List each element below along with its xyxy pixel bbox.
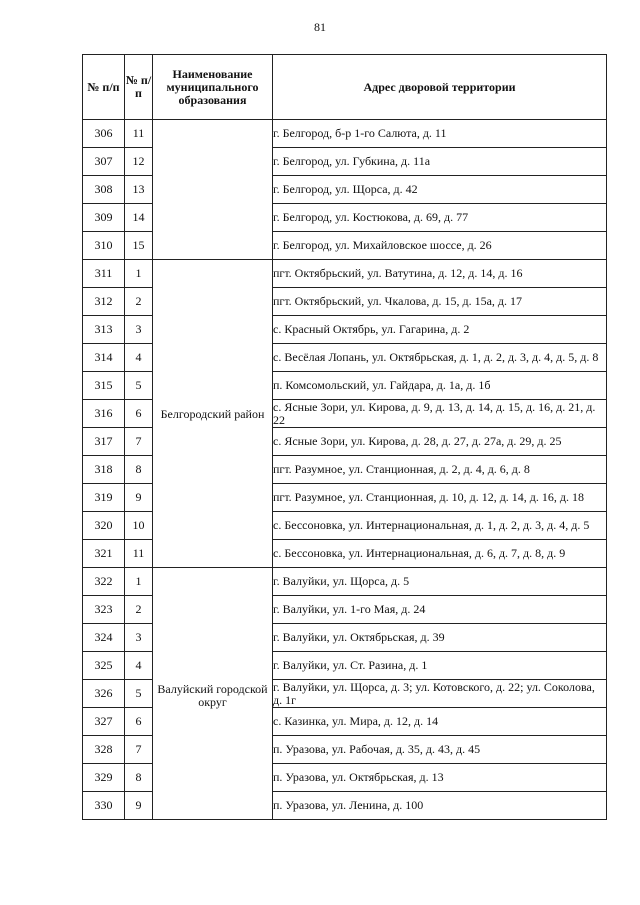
- row-local-number: 4: [125, 344, 153, 372]
- row-local-number: 8: [125, 764, 153, 792]
- table-row: [83, 120, 607, 148]
- row-address: г. Белгород, б-р 1-го Салюта, д. 11: [273, 120, 607, 148]
- row-address: с. Ясные Зори, ул. Кирова, д. 28, д. 27, д. 27а, д. 29, д. 25: [273, 428, 607, 456]
- row-overall-number: 329: [83, 764, 125, 792]
- table-body: [83, 120, 607, 820]
- row-address: с. Красный Октябрь, ул. Гагарина, д. 2: [273, 316, 607, 344]
- row-local-number: 11: [125, 120, 153, 148]
- row-overall-number: 315: [83, 372, 125, 400]
- row-address: г. Валуйки, ул. Октябрьская, д. 39: [273, 624, 607, 652]
- row-address: г. Валуйки, ул. 1-го Мая, д. 24: [273, 596, 607, 624]
- row-local-number: 2: [125, 596, 153, 624]
- row-address: с. Бессоновка, ул. Интернациональная, д. 1, д. 2, д. 3, д. 4, д. 5: [273, 512, 607, 540]
- territories-table: [82, 54, 607, 820]
- row-local-number: 5: [125, 372, 153, 400]
- row-local-number: 6: [125, 708, 153, 736]
- row-local-number: 9: [125, 484, 153, 512]
- municipality-name: Белгородский район: [160, 407, 265, 421]
- municipality-cell: [153, 568, 273, 820]
- row-local-number: 9: [125, 792, 153, 820]
- row-overall-number: 312: [83, 288, 125, 316]
- row-overall-number: 319: [83, 484, 125, 512]
- row-overall-number: 324: [83, 624, 125, 652]
- row-overall-number: 330: [83, 792, 125, 820]
- row-local-number: 15: [125, 232, 153, 260]
- row-local-number: 7: [125, 428, 153, 456]
- row-overall-number: 306: [83, 120, 125, 148]
- row-local-number: 10: [125, 512, 153, 540]
- row-overall-number: 326: [83, 680, 125, 708]
- row-address: г. Валуйки, ул. Ст. Разина, д. 1: [273, 652, 607, 680]
- row-overall-number: 328: [83, 736, 125, 764]
- row-address: с. Весёлая Лопань, ул. Октябрьская, д. 1, д. 2, д. 3, д. 4, д. 5, д. 8: [273, 344, 607, 372]
- row-overall-number: 320: [83, 512, 125, 540]
- row-address: с. Бессоновка, ул. Интернациональная, д. 6, д. 7, д. 8, д. 9: [273, 540, 607, 568]
- row-address: г. Белгород, ул. Губкина, д. 11а: [273, 148, 607, 176]
- row-overall-number: 310: [83, 232, 125, 260]
- row-address: г. Белгород, ул. Михайловское шоссе, д. 26: [273, 232, 607, 260]
- row-overall-number: 327: [83, 708, 125, 736]
- row-overall-number: 322: [83, 568, 125, 596]
- row-address: п. Уразова, ул. Рабочая, д. 35, д. 43, д. 45: [273, 736, 607, 764]
- row-address: пгт. Разумное, ул. Станционная, д. 10, д. 12, д. 14, д. 16, д. 18: [273, 484, 607, 512]
- row-address: пгт. Разумное, ул. Станционная, д. 2, д. 4, д. 6, д. 8: [273, 456, 607, 484]
- row-overall-number: 325: [83, 652, 125, 680]
- row-local-number: 7: [125, 736, 153, 764]
- row-address: г. Белгород, ул. Щорса, д. 42: [273, 176, 607, 204]
- row-overall-number: 317: [83, 428, 125, 456]
- row-address: пгт. Октябрьский, ул. Чкалова, д. 15, д. 15а, д. 17: [273, 288, 607, 316]
- municipality-name: Валуйский городской округ: [157, 681, 268, 709]
- row-overall-number: 321: [83, 540, 125, 568]
- table-row: [83, 568, 607, 596]
- row-overall-number: 318: [83, 456, 125, 484]
- row-local-number: 14: [125, 204, 153, 232]
- header-overall-number: № п/п: [83, 55, 125, 120]
- row-overall-number: 311: [83, 260, 125, 288]
- row-address: г. Белгород, ул. Костюкова, д. 69, д. 77: [273, 204, 607, 232]
- table-row: [83, 260, 607, 288]
- table-header-row: [83, 55, 607, 120]
- header-local-number: № п/п: [125, 55, 153, 120]
- row-local-number: 6: [125, 400, 153, 428]
- row-local-number: 11: [125, 540, 153, 568]
- row-address: п. Комсомольский, ул. Гайдара, д. 1а, д. 1б: [273, 372, 607, 400]
- row-overall-number: 313: [83, 316, 125, 344]
- row-address: п. Уразова, ул. Ленина, д. 100: [273, 792, 607, 820]
- row-local-number: 1: [125, 260, 153, 288]
- page-number: 81: [314, 20, 326, 34]
- row-local-number: 1: [125, 568, 153, 596]
- row-overall-number: 308: [83, 176, 125, 204]
- row-overall-number: 316: [83, 400, 125, 428]
- municipality-cell: [153, 120, 273, 260]
- header-municipality: Наименование муниципального образования: [153, 55, 273, 120]
- row-address: г. Валуйки, ул. Щорса, д. 3; ул. Котовского, д. 22; ул. Соколова, д. 1г: [273, 680, 607, 708]
- row-overall-number: 309: [83, 204, 125, 232]
- header-address: Адрес дворовой территории: [273, 55, 607, 120]
- row-address: п. Уразова, ул. Октябрьская, д. 13: [273, 764, 607, 792]
- row-local-number: 12: [125, 148, 153, 176]
- row-address: с. Ясные Зори, ул. Кирова, д. 9, д. 13, д. 14, д. 15, д. 16, д. 21, д. 22: [273, 400, 607, 428]
- row-overall-number: 323: [83, 596, 125, 624]
- row-local-number: 8: [125, 456, 153, 484]
- row-local-number: 3: [125, 316, 153, 344]
- row-address: с. Казинка, ул. Мира, д. 12, д. 14: [273, 708, 607, 736]
- row-local-number: 2: [125, 288, 153, 316]
- row-address: г. Валуйки, ул. Щорса, д. 5: [273, 568, 607, 596]
- row-local-number: 3: [125, 624, 153, 652]
- row-overall-number: 307: [83, 148, 125, 176]
- row-address: пгт. Октябрьский, ул. Ватутина, д. 12, д. 14, д. 16: [273, 260, 607, 288]
- row-local-number: 13: [125, 176, 153, 204]
- row-overall-number: 314: [83, 344, 125, 372]
- municipality-cell: [153, 260, 273, 568]
- row-local-number: 5: [125, 680, 153, 708]
- row-local-number: 4: [125, 652, 153, 680]
